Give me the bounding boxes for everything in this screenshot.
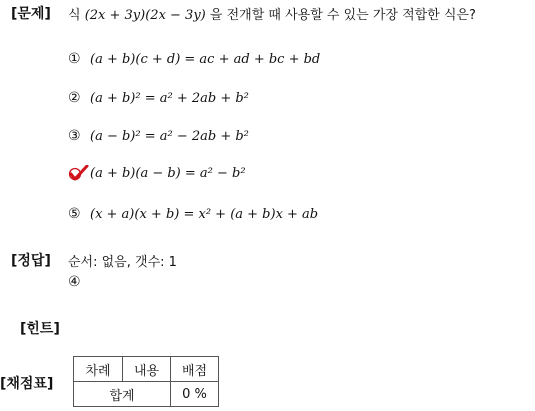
choice-3-marker: ③ [68,128,81,144]
choice-1[interactable] [68,51,320,67]
choice-3[interactable] [68,128,249,144]
score-label: [채점표] [0,376,54,392]
choice-2[interactable] [68,90,249,106]
question-prefix: 식 [68,8,81,23]
choice-2-expression: (a + b)² = a² + 2ab + b² [90,90,249,106]
answer-line: 순서: 없음, 갯수: 1 [68,255,177,270]
hint-label: [힌트] [20,321,60,337]
choice-1-marker: ① [68,51,81,67]
score-header-content: 내용 [123,357,171,382]
choice-4[interactable] [68,165,246,181]
score-total-label: 합계 [74,382,171,407]
choice-3-expression: (a − b)² = a² − 2ab + b² [90,128,249,144]
choice-4-expression: (a + b)(a − b) = a² − b² [90,165,246,181]
question-expression: (2x + 3y)(2x − 3y) [84,8,206,23]
score-table [73,356,219,407]
problem-label: [문제] [11,6,51,22]
answer-value: ④ [68,274,81,290]
score-total-row [74,382,219,407]
score-header-order: 차례 [74,357,123,382]
choice-5-expression: (x + a)(x + b) = x² + (a + b)x + ab [90,206,319,222]
choice-5-marker: ⑤ [68,206,81,222]
question-suffix: 을 전개할 때 사용할 수 있는 가장 적합한 식은? [209,8,476,23]
answer-label: [정답] [11,253,51,269]
choice-1-expression: (a + b)(c + d) = ac + ad + bc + bd [90,51,321,67]
score-total-value: 0 % [171,382,219,407]
score-header-points: 배점 [171,357,219,382]
choice-5[interactable] [68,206,318,222]
score-header-row [74,357,219,382]
choice-2-marker: ② [68,90,81,106]
selected-check-icon [68,165,90,181]
question-text [68,4,476,23]
